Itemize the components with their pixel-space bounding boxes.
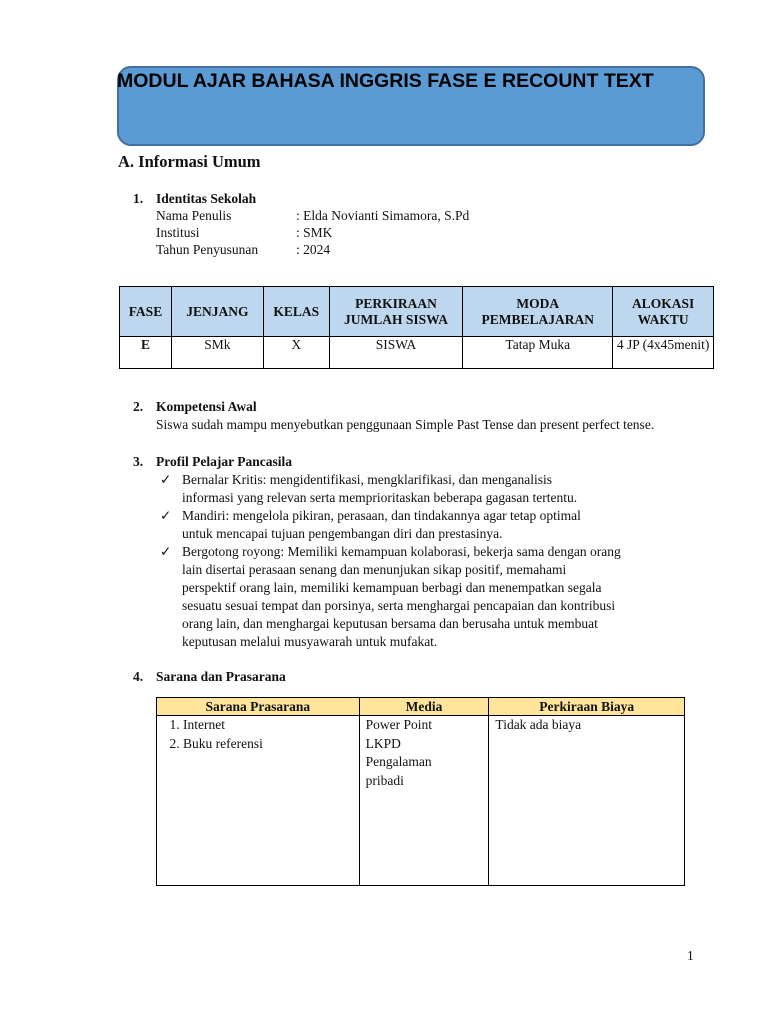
info-table [119,286,714,369]
table-cell: X [263,337,329,369]
table-header: ALOKASI WAKTU [613,287,714,337]
sarana-heading [133,669,286,685]
table-cell: SISWA [329,337,463,369]
identity-label: Institusi [156,225,200,240]
identity-row [156,225,332,241]
item-number: 1. [133,191,144,206]
table-header: FASE [120,287,172,337]
profil-list [160,471,720,651]
sarana-table [156,697,685,886]
media-cell [359,716,489,886]
identity-label: Tahun Penyusunan [156,242,259,257]
document-title: MODUL AJAR BAHASA INGGRIS FASE E RECOUNT TEXT [117,70,654,92]
item-number: 4. [133,669,144,684]
list-item: 2. Buku referensi [183,735,353,754]
table-header: PERKIRAAN JUMLAH SISWA [329,287,463,337]
check-icon: ✓ [160,508,172,523]
profil-heading [133,454,292,470]
table-cell: SMk [171,337,263,369]
check-icon: ✓ [160,544,172,559]
kompetensi-text: Siswa sudah mampu menyebutkan penggunaan Simple Past Tense dan present perfect tense. [156,417,655,432]
section-heading: A. Informasi Umum [118,152,261,171]
identity-label: Nama Penulis [156,208,232,223]
identitas-heading [133,191,256,207]
table-row [157,716,685,886]
table-header: MODA PEMBELAJARAN [463,287,613,337]
table-cell: 4 JP (4x45menit) [613,337,714,369]
media-item: pribadi [365,772,404,788]
table-row [120,337,714,369]
table-header: JENJANG [171,287,263,337]
identity-row [156,242,330,258]
table-cell: E [120,337,172,369]
table-cell: Tatap Muka [463,337,613,369]
table-header: Sarana Prasarana [157,698,360,716]
prasarana-cell [157,716,360,886]
list-item: ✓ Bergotong royong: Memiliki kemampuan kolaborasi, bekerja sama dengan orang lain disertai perasaan senang dan menunjukan sikap positif, memahami perspektif orang lain, memiliki kemampuan berbagi dan menempatkan segala sesuatu sesuai tempat dan porsinya, serta menghargai pencapaian dan kontribusi orang lain, dan menghargai keputusan bersama dan berusaha untuk membuat keputusan melalui musyawarah untuk mufakat. [160,544,621,649]
biaya-cell: Tidak ada biaya [489,716,685,886]
item-heading: Profil Pelajar Pancasila [156,454,292,469]
identity-value: : 2024 [296,242,331,257]
media-item: Pengalaman [365,754,432,769]
identity-value: : SMK [296,225,333,240]
table-header-row [120,287,714,337]
kompetensi-heading [133,399,257,415]
table-header-row [157,698,685,716]
item-heading: Identitas Sekolah [156,191,257,206]
item-heading: Sarana dan Prasarana [156,669,286,684]
list-item: 1. Internet [183,716,353,735]
media-item: Power Point [365,717,432,732]
item-number: 2. [133,399,144,414]
item-heading: Kompetensi Awal [156,399,257,414]
table-header: Perkiraan Biaya [489,698,685,716]
table-header: Media [359,698,489,716]
page-number: 1 [687,948,694,963]
list-item: ✓ Mandiri: mengelola pikiran, perasaan, dan tindakannya agar tetap optimal untuk mencapai tujuan pengembangan diri dan prestasinya. [160,508,581,541]
identity-value: : Elda Novianti Simamora, S.Pd [296,208,470,223]
item-number: 3. [133,454,144,469]
identity-row [156,208,469,224]
list-item: ✓ Bernalar Kritis: mengidentifikasi, mengklarifikasi, dan menganalisis informasi yang relevan serta memprioritaskan beberapa gagasan tertentu. [160,472,578,505]
check-icon: ✓ [160,472,172,487]
media-item: LKPD [365,735,401,751]
table-header: KELAS [263,287,329,337]
